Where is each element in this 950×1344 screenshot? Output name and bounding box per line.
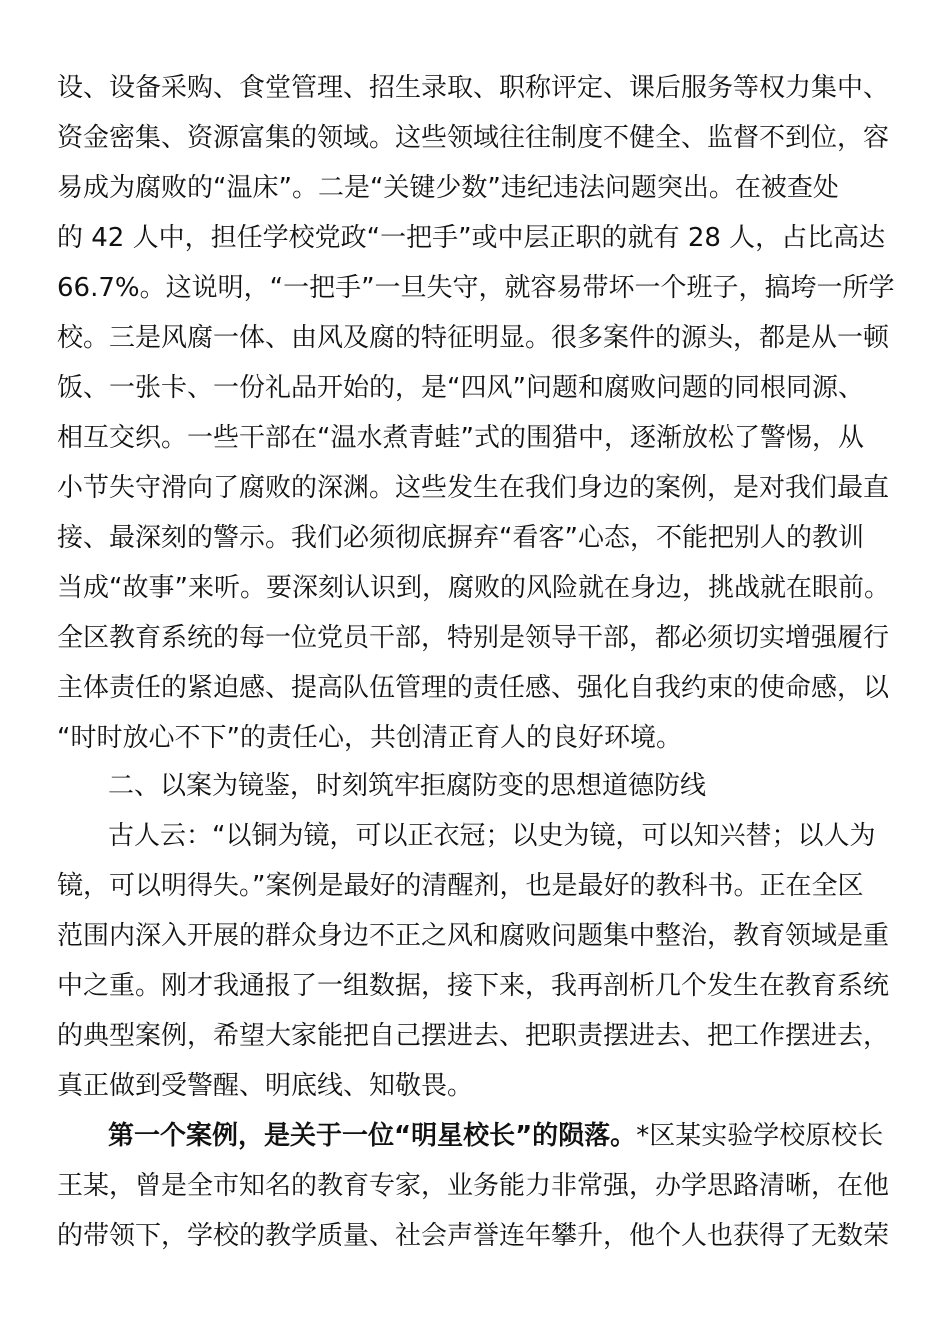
quote-line: 古人云：“以铜为镜，可以正衣冠；以史为镜，可以知兴替；以人为 [108,821,876,851]
paragraph-line: 易成为腐败的“温床”。二是“关键少数”违纪违法问题突出。在被查处 [57,173,839,203]
case-text: *区某实验学校原校长 [636,1121,884,1151]
paragraph-line: 66.7%。这说明，“一把手”一旦失守，就容易带坏一个班子，搞垮一所学 [57,273,895,303]
paragraph-line: 主体责任的紧迫感、提高队伍管理的责任感、强化自我约束的使命感，以 [57,673,890,703]
quote-line: 中之重。刚才我通报了一组数据，接下来，我再剖析几个发生在教育系统 [57,971,890,1001]
paragraph-line: 饭、一张卡、一份礼品开始的，是“四风”问题和腐败问题的同根同源、 [57,373,864,403]
paragraph-line: 设、设备采购、食堂管理、招生录取、职称评定、课后服务等权力集中、 [57,73,890,103]
case-title: 第一个案例，是关于一位“明星校长”的陨落。 [108,1121,637,1151]
section-heading: 二、以案为镜鉴，时刻筑牢拒腐防变的思想道德防线 [108,771,707,801]
paragraph-line: 全区教育系统的每一位党员干部，特别是领导干部，都必须切实增强履行 [57,623,890,653]
case-line: 的带领下，学校的教学质量、社会声誉连年攀升，他个人也获得了无数荣 [57,1221,890,1251]
case-intro-line [108,1120,883,1152]
quote-line: 真正做到受警醒、明底线、知敬畏。 [57,1071,474,1101]
paragraph-line: “时时放心不下”的责任心，共创清正育人的良好环境。 [57,723,682,753]
paragraph-line: 当成“故事”来听。要深刻认识到，腐败的风险就在身边，挑战就在眼前。 [57,573,890,603]
paragraph-line: 校。三是风腐一体、由风及腐的特征明显。很多案件的源头，都是从一顿 [57,323,890,353]
paragraph-line: 的 42 人中，担任学校党政“一把手”或中层正职的就有 28 人，占比高达 [57,223,886,253]
case-line: 王某，曾是全市知名的教育专家，业务能力非常强，办学思路清晰，在他 [57,1171,890,1201]
quote-line: 范围内深入开展的群众身边不正之风和腐败问题集中整治，教育领域是重 [57,921,890,951]
paragraph-line: 接、最深刻的警示。我们必须彻底摒弃“看客”心态，不能把别人的教训 [57,523,864,553]
paragraph-line: 相互交织。一些干部在“温水煮青蛙”式的围猎中，逐渐放松了警惕，从 [57,423,864,453]
quote-line: 镜，可以明得失。”案例是最好的清醒剂，也是最好的教科书。正在全区 [57,871,864,901]
paragraph-line: 资金密集、资源富集的领域。这些领域往往制度不健全、监督不到位，容 [57,123,890,153]
quote-line: 的典型案例，希望大家能把自己摆进去、把职责摆进去、把工作摆进去， [57,1021,890,1051]
paragraph-line: 小节失守滑向了腐败的深渊。这些发生在我们身边的案例，是对我们最直 [57,473,890,503]
